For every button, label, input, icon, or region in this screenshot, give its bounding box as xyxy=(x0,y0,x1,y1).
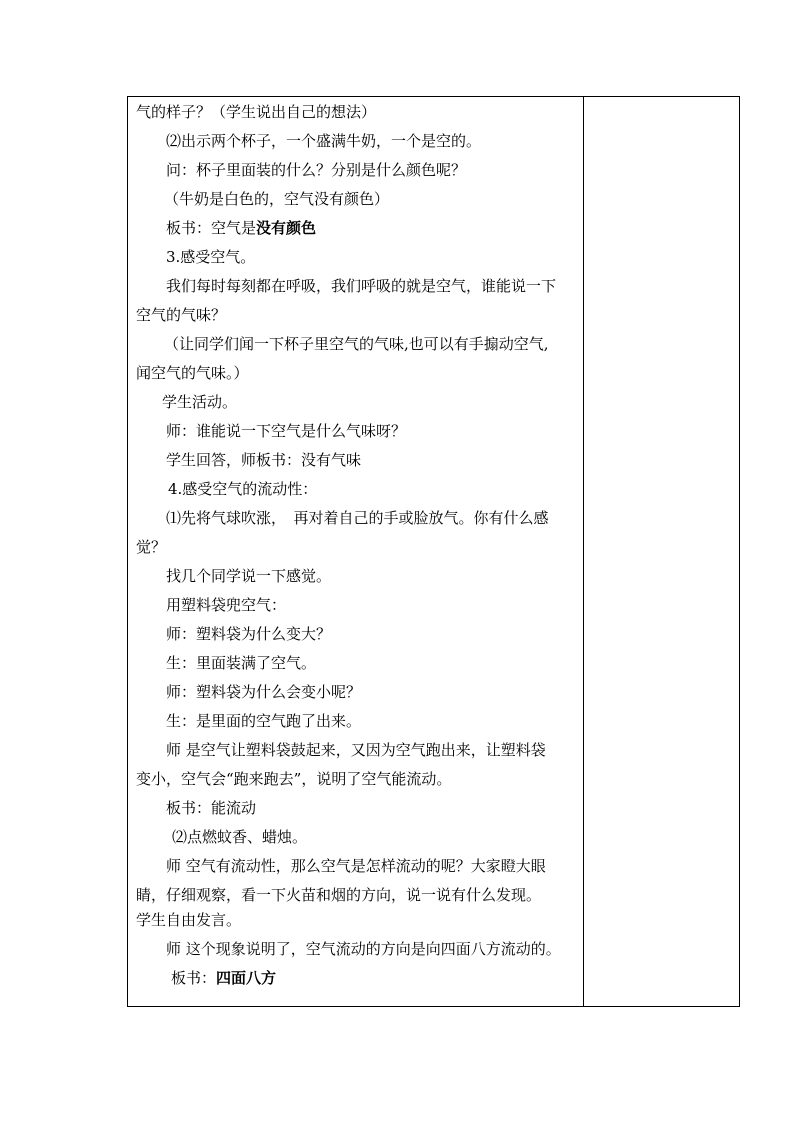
text-line: 找几个同学说一下感觉。 xyxy=(166,567,332,585)
text-line: 气的样子？（学生说出自己的想法） xyxy=(136,103,377,121)
text-line: 学生回答，师板书：没有气味 xyxy=(166,451,362,469)
text-line: 用塑料袋兜空气： xyxy=(166,596,287,614)
notes-cell xyxy=(584,97,739,1006)
text-line: 板书：能流动 xyxy=(166,799,257,817)
text-line: 我们每时每刻都在呼吸，我们呼吸的就是空气，谁能说一下 xyxy=(166,277,557,295)
section-heading: 4.感受空气的流动性： xyxy=(168,480,318,498)
text-line: 闻空气的气味。） xyxy=(136,364,249,382)
text-line xyxy=(171,969,276,987)
section-heading: 3.感受空气。 xyxy=(166,248,256,266)
text-line: 变小，空气会“跑来跑去”，说明了空气能流动。 xyxy=(136,770,452,788)
text-line: ⑴先将气球吹涨， 再对着自己的手或脸放气。你有什么感 xyxy=(166,509,549,527)
board-note-prefix: 板书：空气是 xyxy=(166,219,257,237)
text-line: 师 是空气让塑料袋鼓起来，又因为空气跑出来，让塑料袋 xyxy=(166,741,546,759)
board-note-prefix: 板书： xyxy=(171,969,217,987)
text-line: （让同学们闻一下杯子里空气的气味,也可以有手搧动空气, xyxy=(164,335,549,353)
text-line: 学生自由发言。 xyxy=(136,911,242,929)
lesson-content-cell xyxy=(128,97,584,1006)
text-line: 学生活动。 xyxy=(162,393,238,411)
text-line: 空气的气味？ xyxy=(136,306,227,324)
text-line xyxy=(166,219,316,237)
text-line: ⑵点燃蚊香、蜡烛。 xyxy=(172,828,308,846)
board-note-bold: 四面八方 xyxy=(216,969,277,987)
text-line: 生：里面装满了空气。 xyxy=(166,654,317,672)
text-line: 生：是里面的空气跑了出来。 xyxy=(166,712,362,730)
text-line: 师：塑料袋为什么变大？ xyxy=(166,625,332,643)
text-line: 觉？ xyxy=(136,538,167,556)
board-note-bold: 没有颜色 xyxy=(256,219,317,237)
text-line: ⑵出示两个杯子，一个盛满牛奶，一个是空的。 xyxy=(166,132,482,150)
text-line: 师 空气有流动性，那么空气是怎样流动的呢？大家瞪大眼 xyxy=(166,857,546,875)
text-line: 睛，仔细观察，看一下火苗和烟的方向，说一说有什么发现。 xyxy=(136,886,542,904)
text-line: 问：杯子里面装的什么？分别是什么颜色呢？ xyxy=(166,161,467,179)
text-line: （牛奶是白色的，空气没有颜色） xyxy=(164,190,390,208)
lesson-table xyxy=(127,96,740,1007)
text-line: 师：谁能说一下空气是什么气味呀？ xyxy=(166,422,407,440)
text-line: 师：塑料袋为什么会变小呢？ xyxy=(166,683,362,701)
text-line: 师 这个现象说明了，空气流动的方向是向四面八方流动的。 xyxy=(166,940,561,958)
